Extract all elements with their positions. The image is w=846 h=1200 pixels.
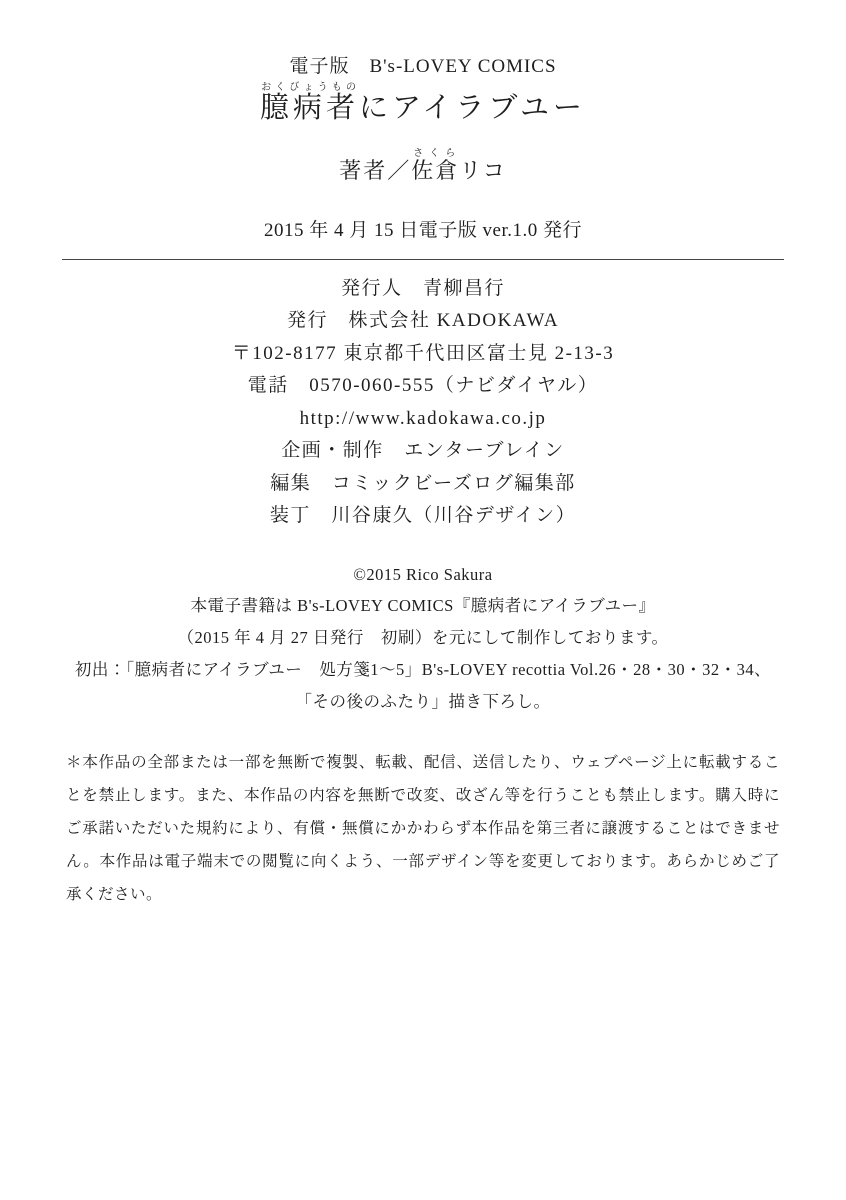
publisher-person-line: 発行人 青柳昌行 xyxy=(340,277,505,299)
copyright-line: ©2015 Rico Sakura xyxy=(353,564,493,584)
source-block xyxy=(0,559,846,718)
author-ruby-base: 佐倉 xyxy=(411,158,460,184)
publication-block xyxy=(0,273,846,533)
source-edition-line: 本電子書籍は B's-LOVEY COMICS『臆病者にアイラブユー』 xyxy=(190,595,656,615)
release-date-line: 2015 年 4 月 15 日電子版 ver.1.0 発行 xyxy=(264,219,582,241)
source-print-date-line: （2015 年 4 月 27 日発行 初刷）を元にして制作しております。 xyxy=(177,627,669,647)
title-block xyxy=(0,54,846,244)
title-rest: にアイラブユー xyxy=(359,92,586,124)
author-rest: リコ xyxy=(459,158,507,184)
title-ruby xyxy=(260,82,360,124)
author-line xyxy=(0,148,846,186)
divider-rule xyxy=(62,259,784,260)
publisher-url-line: http://www.kadokawa.co.jp xyxy=(299,407,547,429)
planning-production-line: 企画・制作 エンターブレイン xyxy=(281,440,565,462)
book-design-line: 装丁 川谷康久（川谷デザイン） xyxy=(269,505,577,527)
author-prefix: 著者／ xyxy=(339,158,412,184)
publisher-company-line: 発行 株式会社 KADOKAWA xyxy=(286,310,560,332)
first-publication-line: 初出：「臆病者にアイラブユー 処方箋1～5」B's-LOVEY recottia Vol.26・28・30・32・34、 xyxy=(74,659,772,679)
disclaimer-paragraph: ＊本作品の全部または一部を無断で複製、転載、配信、送信したり、ウェブページ上に転載することを禁止します。また、本作品の内容を無断で改変、改ざん等を行うことも禁止します。購入時にご承諾いただいた規約により、有償・無償にかかわらず本作品を第三者に譲渡することはできません。本作品は電子端末での閲覧に向くよう、一部デザイン等を変更しております。あらかじめご了承ください。 xyxy=(66,753,780,903)
editing-line: 編集 コミックビーズログ編集部 xyxy=(270,472,576,494)
bonus-story-line: 「その後のふたり」描き下ろし。 xyxy=(295,691,551,711)
title-furigana: おくびょうもの xyxy=(260,82,360,93)
book-title xyxy=(0,82,846,126)
author-ruby xyxy=(411,148,460,184)
edition-series-label: 電子版 B's-LOVEY COMICS xyxy=(289,56,557,77)
author-furigana: さくら xyxy=(411,148,460,160)
publisher-address-line: 〒102-8177 東京都千代田区富士見 2-13-3 xyxy=(231,342,615,364)
title-ruby-base: 臆病者 xyxy=(260,92,360,124)
publisher-phone-line: 電話 0570-060-555（ナビダイヤル） xyxy=(247,375,599,397)
